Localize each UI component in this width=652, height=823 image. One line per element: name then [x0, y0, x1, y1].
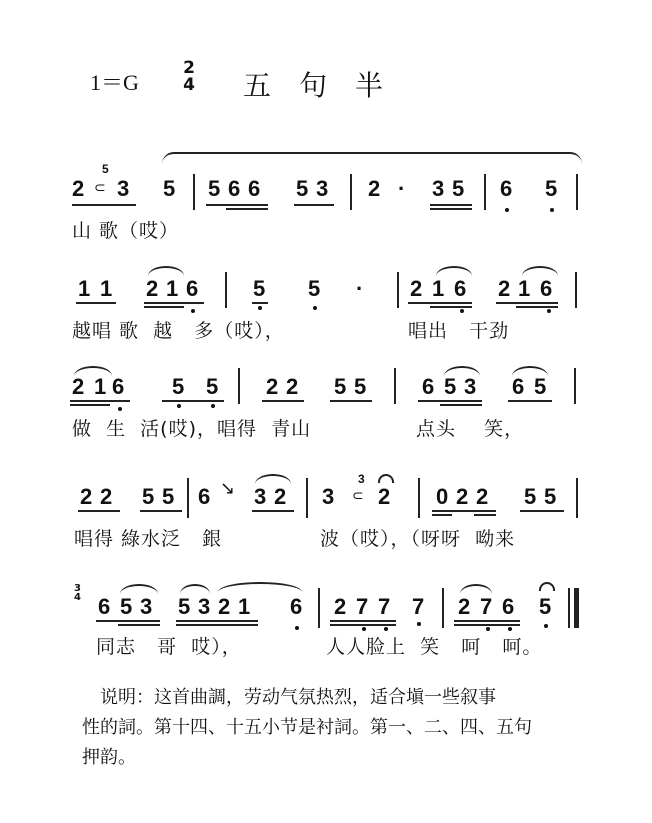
low-octave-dot [544, 624, 548, 628]
eighth-beam [520, 510, 564, 512]
note: 1 [78, 276, 91, 301]
eighth-beam [176, 620, 258, 622]
note: 6 [540, 276, 553, 301]
song-title: 五句半 [243, 69, 412, 102]
note: 5 [208, 176, 221, 201]
note: 3 [464, 374, 477, 399]
low-octave-dot [211, 404, 215, 408]
slur [148, 266, 184, 276]
low-octave-dot [191, 309, 195, 313]
note: 1 [166, 276, 179, 301]
eighth-beam [252, 302, 268, 304]
barline [193, 174, 195, 210]
sixteenth-beam [454, 624, 520, 626]
sixteenth-beam [432, 514, 452, 516]
grace-note: 5 [102, 162, 109, 176]
time-sig-denominator: 4 [74, 592, 81, 603]
eighth-beam [508, 400, 552, 402]
note: 5 [308, 276, 321, 301]
note: 2 [218, 594, 231, 619]
low-octave-dot [417, 622, 421, 626]
eighth-beam [454, 620, 520, 622]
slur [460, 584, 492, 594]
lyrics: 人人脸上 笑 呵 呵。 [326, 636, 543, 658]
sixteenth-beam [330, 624, 396, 626]
eighth-beam [330, 400, 372, 402]
eighth-beam [294, 204, 334, 206]
eighth-beam [408, 302, 472, 304]
note: 2 [498, 276, 511, 301]
eighth-beam [262, 400, 304, 402]
note: 3 [198, 594, 211, 619]
barline [484, 174, 486, 210]
sixteenth-beam [430, 208, 472, 210]
sixteenth-beam [474, 514, 496, 516]
note: 6 [248, 176, 261, 201]
note: 5 [524, 484, 537, 509]
lyrics: 点头 笑， [416, 418, 525, 440]
key-signature: 1＝G [90, 70, 139, 95]
note: 5 [163, 176, 176, 201]
note: 2 [72, 176, 85, 201]
note: 2 [334, 594, 347, 619]
low-octave-dot [177, 404, 181, 408]
sixteenth-beam [226, 208, 268, 210]
lyrics: 山 歌（哎） [72, 220, 180, 242]
note: 5 [539, 594, 552, 619]
eighth-beam [140, 510, 182, 512]
barline [394, 368, 396, 404]
note: 2 [458, 594, 471, 619]
fermata-icon [378, 474, 394, 483]
final-barline-thick [574, 588, 579, 628]
note: 5 [172, 374, 185, 399]
eighth-beam [252, 510, 294, 512]
note: 3 [117, 176, 130, 201]
time-signature [178, 60, 200, 94]
low-octave-dot [362, 627, 366, 631]
sixteenth-beam [70, 404, 110, 406]
barline [225, 272, 227, 308]
explanation-line-2: 性的詞。第十四、十五小节是衬詞。第一、二、四、五句 [82, 717, 532, 738]
note: 5 [206, 374, 219, 399]
explanation-line-1: 说明：这首曲調，劳动气氛热烈，适合塡一些叙事 [100, 687, 496, 708]
lyrics: 做 生 活(哎)，唱得 青山 [72, 418, 312, 440]
barline [306, 478, 308, 518]
note: 2 [146, 276, 159, 301]
rest: 0 [436, 484, 449, 509]
sixteenth-beam [430, 306, 472, 308]
slur [255, 474, 291, 484]
note: 5 [253, 276, 266, 301]
eighth-beam [496, 302, 558, 304]
note: 7 [412, 594, 425, 619]
note: 6 [290, 594, 303, 619]
note: 5 [142, 484, 155, 509]
explanation-note [82, 683, 600, 773]
note: 5 [452, 176, 465, 201]
low-octave-dot [550, 208, 554, 212]
eighth-beam [418, 400, 482, 402]
note: 6 [228, 176, 241, 201]
note: 6 [186, 276, 199, 301]
low-octave-dot [384, 627, 388, 631]
grace-note: 3 [358, 472, 365, 486]
slur [218, 582, 302, 592]
barline [187, 478, 189, 518]
sixteenth-beam [176, 624, 258, 626]
note: 3 [254, 484, 267, 509]
low-octave-dot [313, 306, 317, 310]
note: 2 [286, 374, 299, 399]
eighth-beam [330, 620, 396, 622]
barline [576, 478, 578, 518]
low-octave-dot [295, 626, 299, 630]
note: 5 [296, 176, 309, 201]
note: 1 [94, 374, 107, 399]
note: 7 [378, 594, 391, 619]
note: 5 [120, 594, 133, 619]
note: 2 [456, 484, 469, 509]
eighth-beam [206, 204, 268, 206]
note: 6 [422, 374, 435, 399]
sixteenth-beam [144, 306, 184, 308]
note: 7 [356, 594, 369, 619]
note: 6 [454, 276, 467, 301]
time-sig-numerator: 2 [183, 58, 195, 78]
note: 6 [112, 374, 125, 399]
low-octave-dot [508, 627, 512, 631]
lyrics: 同志 哥 哎）， [96, 636, 242, 658]
note: 5 [534, 374, 547, 399]
sixteenth-beam [516, 306, 558, 308]
final-barline-thin [568, 588, 570, 628]
note: 2 [72, 374, 85, 399]
slur [436, 266, 472, 276]
eighth-beam [96, 620, 160, 622]
note: 2 [266, 374, 279, 399]
note: 3 [322, 484, 335, 509]
note: 3 [140, 594, 153, 619]
explanation-line-3: 押韵。 [82, 747, 136, 768]
note: 6 [512, 374, 525, 399]
barline [318, 588, 320, 628]
note: 6 [198, 484, 211, 509]
sixteenth-beam [118, 624, 160, 626]
eighth-beam [70, 400, 130, 402]
lyrics: 唱得 綠水泛 銀 [74, 528, 223, 550]
note: 1 [238, 594, 251, 619]
barline [574, 368, 576, 404]
eighth-beam [162, 400, 224, 402]
sixteenth-beam [440, 404, 482, 406]
dot-extension: · [398, 176, 406, 201]
low-octave-dot [118, 407, 122, 411]
grace-slur-icon: ⊂ [352, 488, 364, 504]
low-octave-dot [547, 309, 551, 313]
barline [397, 272, 399, 308]
barline [575, 272, 577, 308]
barline [576, 174, 578, 210]
eighth-beam [72, 204, 136, 206]
note: 6 [502, 594, 515, 619]
time-signature-change [74, 584, 81, 602]
time-sig-numerator: 3 [74, 583, 81, 594]
barline [350, 174, 352, 210]
slur [180, 584, 210, 594]
note: 5 [444, 374, 457, 399]
note: 2 [476, 484, 489, 509]
barline [238, 368, 240, 404]
note: 3 [432, 176, 445, 201]
note: 6 [98, 594, 111, 619]
eighth-beam [432, 510, 496, 512]
eighth-beam [144, 302, 204, 304]
note: 3 [316, 176, 329, 201]
note: 2 [100, 484, 113, 509]
eighth-beam [78, 510, 120, 512]
eighth-beam [430, 204, 472, 206]
slur [120, 584, 158, 594]
note: 5 [162, 484, 175, 509]
note: 1 [100, 276, 113, 301]
note: 5 [545, 176, 558, 201]
time-sig-denominator: 4 [183, 75, 195, 95]
note: 1 [518, 276, 531, 301]
note: 5 [354, 374, 367, 399]
lyrics: 越唱 歌 越 多（哎）， [72, 320, 285, 342]
note: 1 [432, 276, 445, 301]
note: 5 [334, 374, 347, 399]
note: 7 [480, 594, 493, 619]
fermata-icon [539, 582, 555, 591]
grace-slur-icon: ⊂ [94, 180, 106, 196]
low-octave-dot [460, 309, 464, 313]
barline [418, 478, 420, 518]
lyrics: 唱出 干劲 [408, 320, 510, 342]
barline [442, 588, 444, 628]
note: 2 [274, 484, 287, 509]
low-octave-dot [486, 627, 490, 631]
lyrics: 波（哎），（呀呀 呦来 [320, 528, 516, 550]
note: 5 [178, 594, 191, 619]
eighth-beam [76, 302, 116, 304]
note: 6 [500, 176, 513, 201]
glide-arrow-icon: ↘ [220, 478, 236, 499]
slur [522, 266, 558, 276]
dot-extension: · [356, 276, 364, 301]
phrase-slur [162, 152, 582, 164]
note: 2 [378, 484, 391, 509]
low-octave-dot [258, 306, 262, 310]
note: 2 [368, 176, 381, 201]
note: 2 [410, 276, 423, 301]
note: 2 [80, 484, 93, 509]
low-octave-dot [505, 208, 509, 212]
note: 5 [544, 484, 557, 509]
